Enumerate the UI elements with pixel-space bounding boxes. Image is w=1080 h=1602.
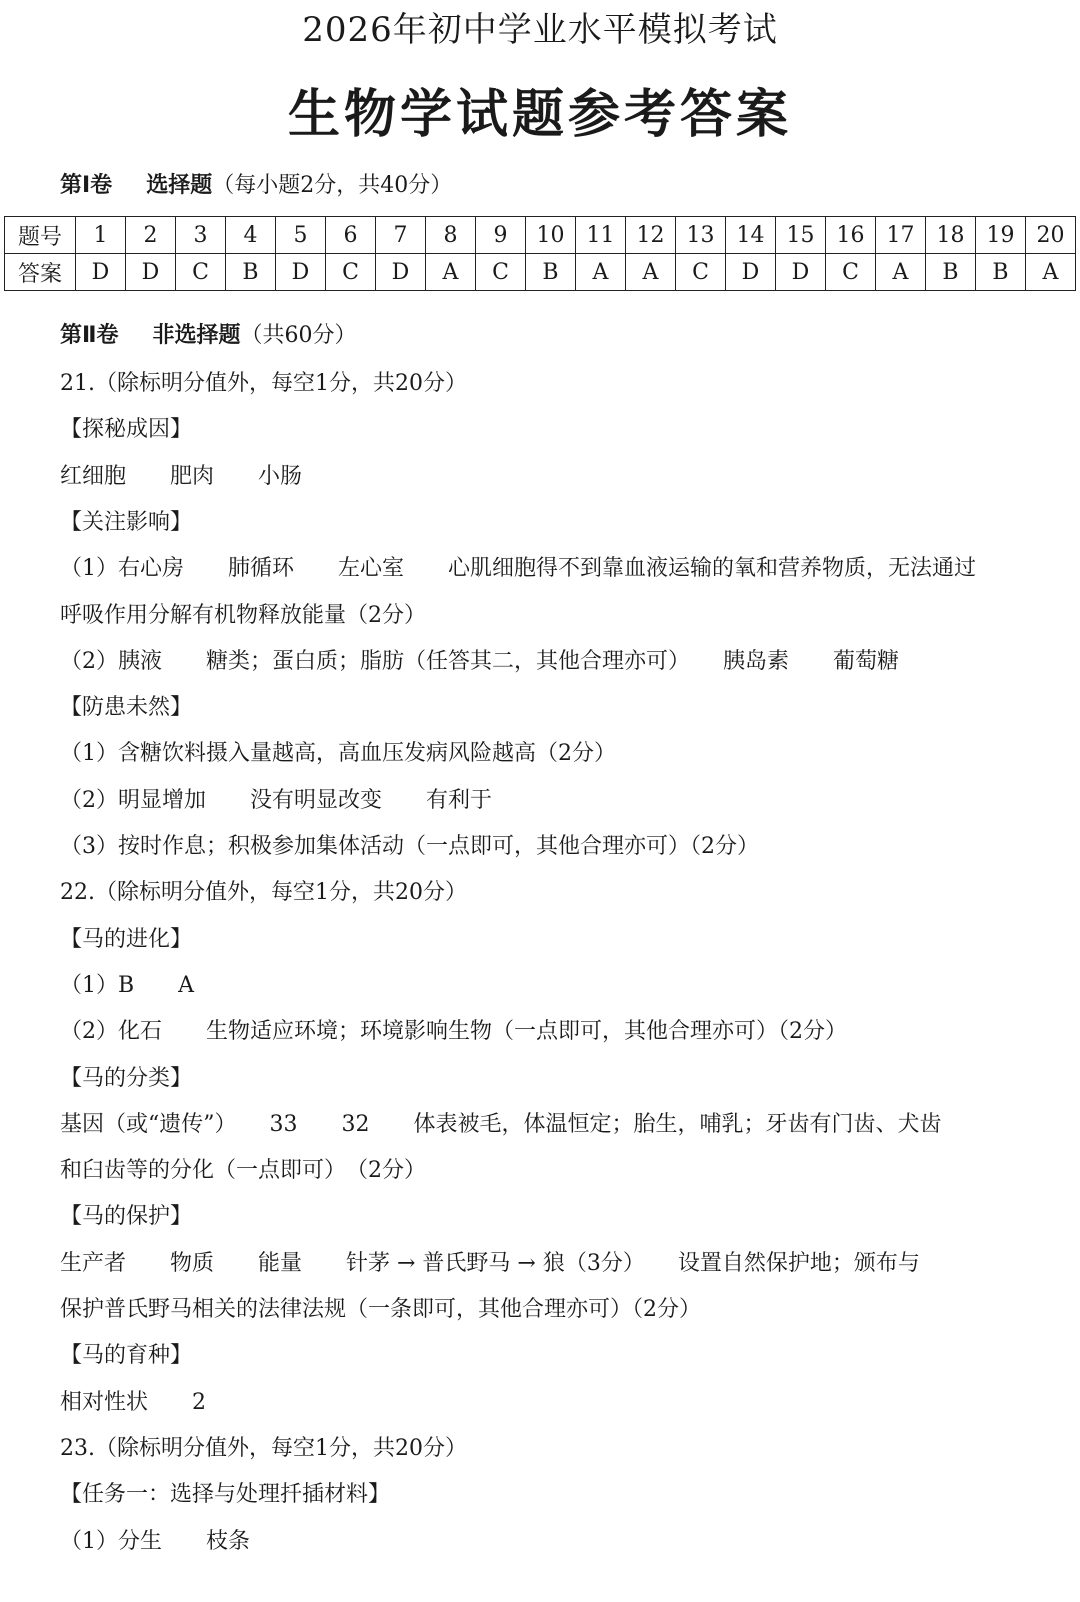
part1-name: 选择题	[146, 173, 213, 198]
question-number-cell: 6	[326, 217, 376, 254]
answer-line: 23.（除标明分值外，每空1分，共20分）	[60, 1436, 467, 1461]
question-number-cell: 8	[426, 217, 476, 254]
answer-line: 生产者 物质 能量 针茅 → 普氏野马 → 狼（3分） 设置自然保护地；颁布与	[60, 1251, 920, 1276]
part2-name: 非选择题	[152, 323, 241, 348]
question-number-cell: 4	[226, 217, 276, 254]
answer-line: 【马的分类】	[60, 1066, 193, 1091]
question-number-cell: 10	[526, 217, 576, 254]
answer-line: 【任务一：选择与处理扦插材料】	[60, 1482, 391, 1507]
answer-line: 【关注影响】	[60, 510, 193, 535]
part1-heading	[60, 168, 452, 199]
answer-cell: D	[776, 254, 826, 291]
answer-line: （1）分生 枝条	[60, 1529, 250, 1554]
question-number-cell: 18	[926, 217, 976, 254]
answer-cell: C	[326, 254, 376, 291]
answer-line: 【马的育种】	[60, 1343, 193, 1368]
answer-line: 基因（或“遗传”） 33 32 体表被毛，体温恒定；胎生，哺乳；牙齿有门齿、犬齿	[60, 1112, 942, 1137]
answer-line: 红细胞 肥肉 小肠	[60, 464, 303, 489]
question-number-cell: 5	[276, 217, 326, 254]
answer-line: （1）右心房 肺循环 左心室 心肌细胞得不到靠血液运输的氧和营养物质，无法通过	[60, 556, 977, 581]
exam-subtitle: 2026年初中学业水平模拟考试	[302, 10, 778, 50]
question-number-cell: 16	[826, 217, 876, 254]
answer-cell: A	[1026, 254, 1076, 291]
answer-line: 【探秘成因】	[60, 417, 193, 442]
answer-cell: C	[676, 254, 726, 291]
part2-note: （共60分）	[240, 323, 357, 348]
answer-cell: C	[176, 254, 226, 291]
answer-line: （2）化石 生物适应环境；环境影响生物（一点即可，其他合理亦可）（2分）	[60, 1019, 847, 1044]
answer-line: 【马的进化】	[60, 927, 193, 952]
answer-cell: D	[376, 254, 426, 291]
question-number-cell: 15	[776, 217, 826, 254]
answer-table	[4, 216, 1076, 291]
answer-cell: D	[726, 254, 776, 291]
question-number-cell: 12	[626, 217, 676, 254]
answer-line: 22.（除标明分值外，每空1分，共20分）	[60, 880, 467, 905]
answer-cell: D	[126, 254, 176, 291]
part2-label: 第Ⅱ卷	[60, 323, 119, 348]
question-number-cell: 2	[126, 217, 176, 254]
answer-line: （1）B A	[60, 973, 195, 998]
answer-line: （1）含糖饮料摄入量越高，高血压发病风险越高（2分）	[60, 741, 616, 766]
row-label-answer: 答案	[5, 254, 76, 291]
question-number-cell: 1	[76, 217, 126, 254]
part2-heading	[60, 318, 357, 349]
question-number-cell: 11	[576, 217, 626, 254]
answer-row	[5, 254, 1076, 291]
question-number-row	[5, 217, 1076, 254]
answer-line: 21.（除标明分值外，每空1分，共20分）	[60, 371, 467, 396]
answer-cell: B	[526, 254, 576, 291]
answer-cell: C	[826, 254, 876, 291]
answer-line: 【防患未然】	[60, 695, 193, 720]
answer-cell: C	[476, 254, 526, 291]
answer-line: （3）按时作息；积极参加集体活动（一点即可，其他合理亦可）（2分）	[60, 834, 759, 859]
answer-line: 保护普氏野马相关的法律法规（一条即可，其他合理亦可）（2分）	[60, 1297, 701, 1322]
answer-line: 【马的保护】	[60, 1204, 193, 1229]
question-number-cell: 20	[1026, 217, 1076, 254]
part1-note: （每小题2分，共40分）	[212, 173, 453, 198]
answer-cell: B	[926, 254, 976, 291]
answer-line: （2）胰液 糖类；蛋白质；脂肪（任答其二，其他合理亦可） 胰岛素 葡萄糖	[60, 649, 899, 674]
answer-line: 呼吸作用分解有机物释放能量（2分）	[60, 603, 426, 628]
answer-cell: A	[876, 254, 926, 291]
question-number-cell: 3	[176, 217, 226, 254]
answer-line: 和臼齿等的分化（一点即可） （2分）	[60, 1158, 426, 1183]
page-title: 生物学试题参考答案	[287, 85, 792, 145]
answer-line: （2）明显增加 没有明显改变 有利于	[60, 788, 492, 813]
question-number-cell: 13	[676, 217, 726, 254]
answer-cell: D	[76, 254, 126, 291]
answer-cell: B	[976, 254, 1026, 291]
question-number-cell: 17	[876, 217, 926, 254]
answer-cell: A	[426, 254, 476, 291]
question-number-cell: 9	[476, 217, 526, 254]
answer-cell: A	[576, 254, 626, 291]
question-number-cell: 19	[976, 217, 1026, 254]
answer-line: 相对性状 2	[60, 1390, 206, 1415]
answer-cell: A	[626, 254, 676, 291]
question-number-cell: 14	[726, 217, 776, 254]
row-label-number: 题号	[5, 217, 76, 254]
answer-cell: B	[226, 254, 276, 291]
answer-cell: D	[276, 254, 326, 291]
part1-label: 第Ⅰ卷	[60, 173, 113, 198]
question-number-cell: 7	[376, 217, 426, 254]
